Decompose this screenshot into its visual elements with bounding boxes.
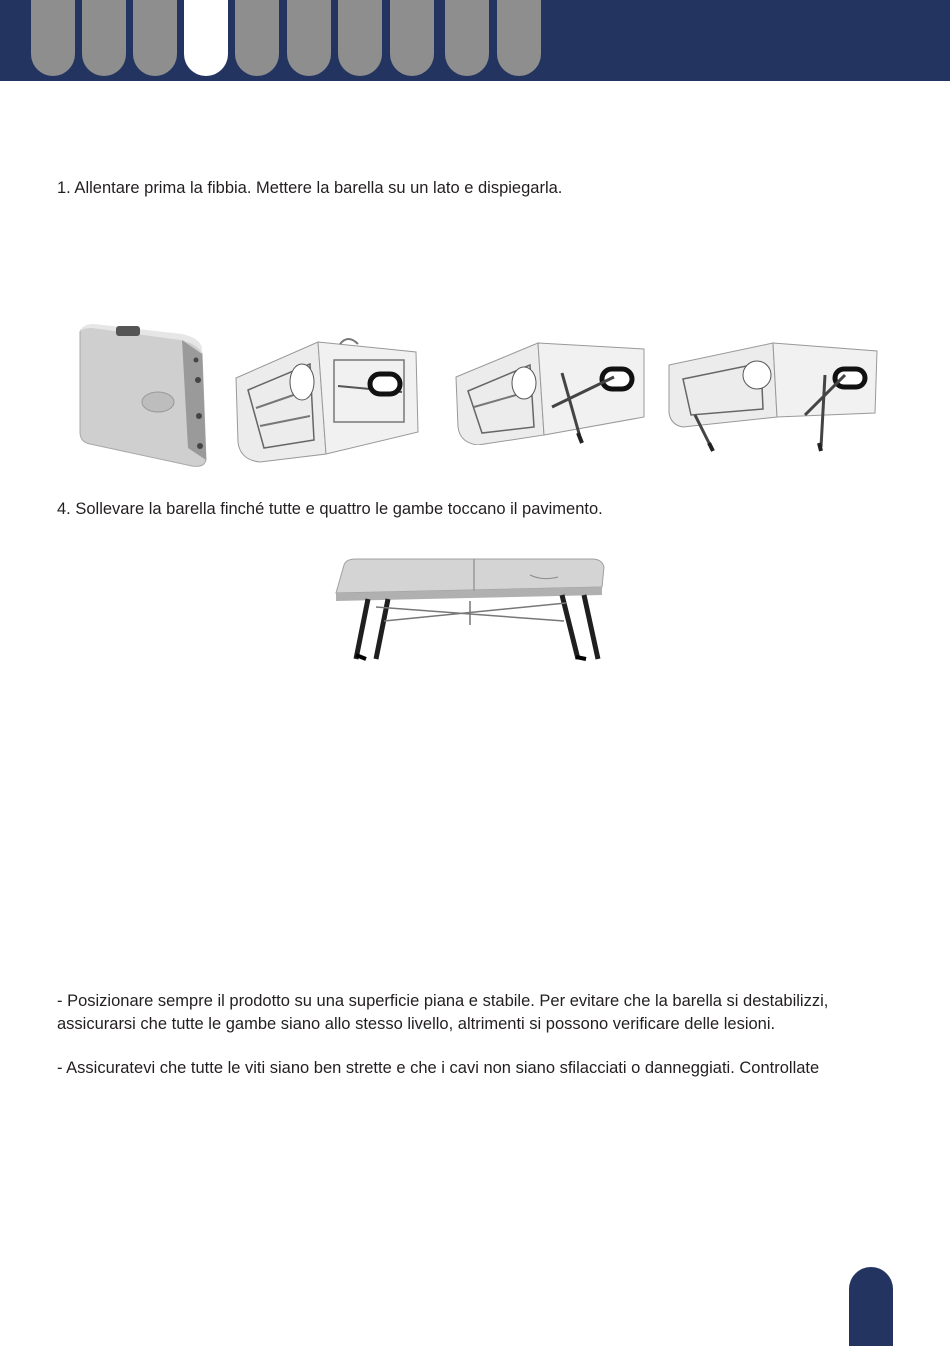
nav-tab-5[interactable] (235, 0, 279, 76)
nav-tab-10[interactable] (497, 0, 541, 76)
page-number-tab (849, 1267, 893, 1346)
opening-step-2-image (452, 335, 652, 445)
nav-tab-4-active[interactable] (184, 0, 228, 76)
warning-2-line-1: - Assicuratevi che tutte le viti siano ben strette e che i cavi non siano sfilacciati o danneggiati. Controllate (57, 1059, 820, 1077)
assembled-table-image (330, 555, 610, 665)
folded-table-image (72, 320, 212, 470)
warning-1-line-2: assicurarsi che tutte le gambe siano allo stesso livello, altrimenti si possono verificare delle lesioni. (57, 1015, 776, 1033)
nav-tab-6[interactable] (287, 0, 331, 76)
nav-tab-7[interactable] (338, 0, 382, 76)
warning-1-line-1: - Posizionare sempre il prodotto su una superficie piana e stabile. Per evitare che la barella si destabilizzi, (57, 992, 829, 1010)
nav-tab-1[interactable] (31, 0, 75, 76)
nav-tab-2[interactable] (82, 0, 126, 76)
opening-step-3-image (665, 335, 885, 455)
step-1-text: 1. Allentare prima la fibbia. Mettere la barella su un lato e dispiegarla. (57, 179, 563, 197)
nav-tab-8[interactable] (390, 0, 434, 76)
nav-tab-9[interactable] (445, 0, 489, 76)
opening-step-1-image (230, 330, 425, 465)
nav-tab-3[interactable] (133, 0, 177, 76)
step-4-text: 4. Sollevare la barella finché tutte e quattro le gambe toccano il pavimento. (57, 500, 603, 518)
